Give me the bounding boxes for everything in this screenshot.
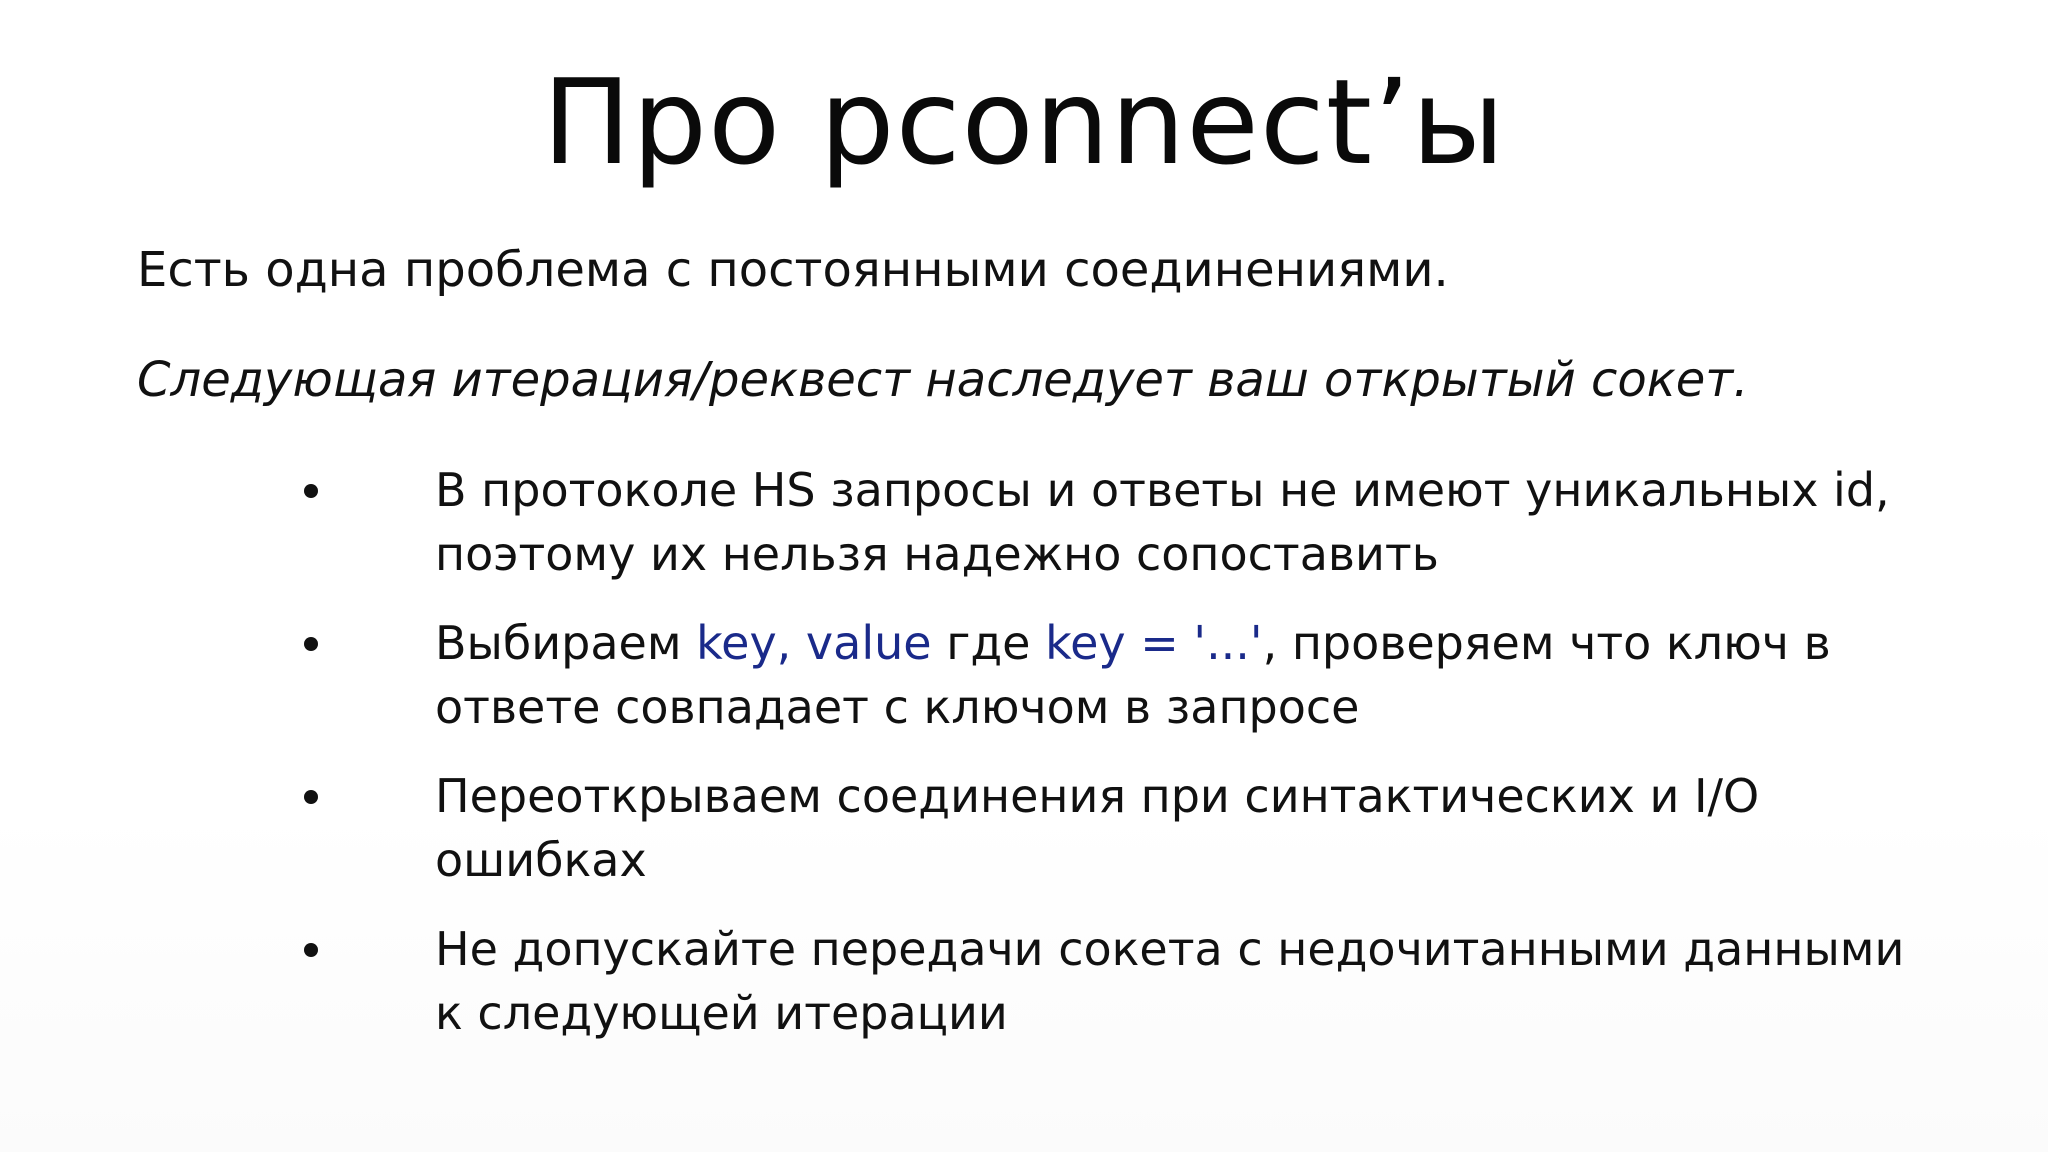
bullet-item	[300, 764, 1940, 892]
bullet-dot-icon	[304, 943, 318, 957]
code-fragment: key, value	[696, 616, 932, 670]
intro-text: Есть одна проблема с постоянными соединениями.	[137, 242, 1449, 298]
bullet-text: Переоткрываем соединения при синтактических и I/O ошибках	[435, 769, 1760, 887]
bullet-dot-icon	[304, 790, 318, 804]
bullet-text: Не допускайте передачи сокета с недочитанными данными к следующей итерации	[435, 922, 1905, 1040]
bullet-item	[300, 611, 1940, 739]
bullet-text-part: , проверяем что ключ в ответе совпадает с ключом в запросе	[435, 616, 1831, 734]
bullet-item	[300, 917, 1940, 1045]
bullet-text-part: Выбираем	[435, 616, 697, 670]
code-fragment: key = '...'	[1045, 616, 1263, 670]
bullet-list	[300, 458, 1940, 1070]
bullet-text-part: где	[931, 616, 1046, 670]
bullet-dot-icon	[304, 637, 318, 651]
intro-italic-text: Следующая итерация/реквест наследует ваш открытый сокет.	[137, 352, 1749, 408]
bullet-text: В протоколе HS запросы и ответы не имеют уникальных id, поэтому их нельзя надежно сопоставить	[435, 463, 1890, 581]
bullet-item	[300, 458, 1940, 586]
bullet-dot-icon	[304, 484, 318, 498]
slide-title: Про pconnect’ы	[542, 53, 1506, 191]
